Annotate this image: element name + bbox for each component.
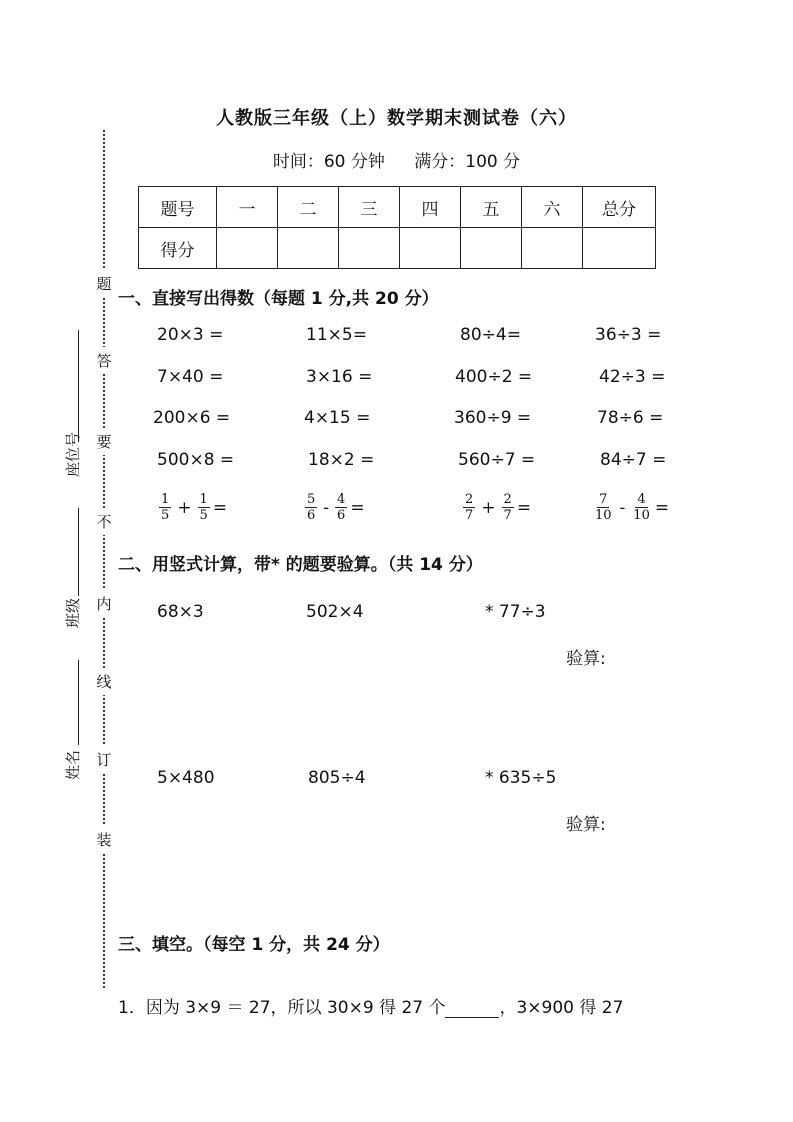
time-limit: 时间：60 分钟 (272, 152, 385, 172)
binding-char: 装 (94, 826, 114, 853)
check-label: 验算: (566, 815, 606, 835)
score-cell[interactable] (400, 228, 461, 269)
binding-char: 内 (94, 590, 114, 617)
calc-item: 4×15 = (304, 408, 371, 428)
vertical-calc-item: 502×4 (306, 602, 364, 622)
calc-item: 560÷7 = (458, 450, 536, 470)
score-table-header: 总分 (583, 187, 656, 228)
seat-number-blank[interactable] (78, 330, 79, 442)
score-table-header-row (139, 187, 656, 228)
score-table-header: 一 (217, 187, 278, 228)
binding-char: 订 (94, 746, 114, 773)
page-title: 人教版三年级（上）数学期末测试卷（六） (216, 108, 577, 129)
score-cell[interactable] (461, 228, 522, 269)
binding-char: 不 (94, 508, 114, 535)
calc-item: 36÷3 = (595, 325, 662, 345)
fraction: 5 6 (307, 492, 316, 523)
fraction: $\frac{4}{6}$ (337, 492, 346, 523)
fraction: $\frac{1}{5}$ (199, 492, 208, 523)
fill-question-1: 1．因为 3×9 ＝ 27，所以 30×9 得 27 个 ，3×900 得 27 (118, 998, 624, 1018)
binding-dotted-line (103, 130, 105, 988)
section2-heading: 二、用竖式计算，带* 的题要验算。（共 14 分） (118, 555, 483, 575)
score-cell[interactable] (217, 228, 278, 269)
fraction-item: 1 5 + $\frac{1}{5}$ = (161, 492, 228, 523)
score-table-header: 三 (339, 187, 400, 228)
fraction: $\frac{4}{10}$ (633, 492, 650, 523)
fraction-item: 5 6 - $\frac{4}{6}$ = (307, 492, 365, 523)
calc-item: 20×3 = (157, 325, 224, 345)
binding-char: 答 (94, 347, 114, 374)
score-table-header: 六 (522, 187, 583, 228)
fraction: 1 5 (161, 492, 170, 523)
check-label: 验算: (566, 649, 606, 669)
score-cell[interactable] (278, 228, 339, 269)
section3-heading: 三、填空。（每空 1 分，共 24 分） (118, 935, 390, 955)
score-table-score-row (139, 228, 656, 269)
calc-item: 80÷4= (460, 325, 521, 345)
score-table-header: 四 (400, 187, 461, 228)
calc-item: 18×2 = (308, 450, 375, 470)
seat-number-label: 座位号 (64, 431, 82, 477)
fraction: 7 10 (595, 492, 612, 523)
vertical-calc-item: * 77÷3 (485, 602, 546, 622)
calc-item: 42÷3 = (599, 367, 666, 387)
vertical-calc-item: * 635÷5 (485, 768, 557, 788)
score-table-header: 二 (278, 187, 339, 228)
score-table (138, 186, 656, 269)
class-blank[interactable] (78, 508, 79, 596)
score-cell[interactable] (583, 228, 656, 269)
fraction-item: 7 10 - $\frac{4}{10}$ = (595, 492, 670, 523)
calc-item: 11×5= (306, 325, 367, 345)
vertical-calc-item: 805÷4 (308, 768, 366, 788)
fraction-item: 2 7 + $\frac{2}{7}$ = (465, 492, 532, 523)
calc-item: 360÷9 = (454, 408, 532, 428)
exam-info (0, 147, 793, 172)
full-score: 满分：100 分 (414, 152, 521, 172)
fraction: $\frac{2}{7}$ (503, 492, 512, 523)
binding-char: 要 (94, 428, 114, 455)
vertical-calc-item: 5×480 (157, 768, 215, 788)
answer-blank[interactable] (445, 999, 499, 1018)
vertical-calc-item: 68×3 (157, 602, 204, 622)
calc-item: 3×16 = (306, 367, 373, 387)
calc-item: 200×6 = (153, 408, 231, 428)
score-table-header: 题号 (139, 187, 217, 228)
name-label: 姓名 (64, 749, 82, 780)
calc-item: 84÷7 = (600, 450, 667, 470)
binding-char: 线 (94, 668, 114, 695)
calc-item: 7×40 = (157, 367, 224, 387)
score-table-header: 五 (461, 187, 522, 228)
score-cell[interactable] (339, 228, 400, 269)
binding-char: 题 (94, 270, 114, 297)
calc-item: 78÷6 = (597, 408, 664, 428)
name-blank[interactable] (78, 660, 79, 745)
score-row-label: 得分 (139, 228, 217, 269)
fraction: 2 7 (465, 492, 474, 523)
class-label: 班级 (64, 597, 82, 628)
calc-item: 500×8 = (157, 450, 235, 470)
section1-heading: 一、直接写出得数（每题 1 分,共 20 分） (118, 289, 439, 309)
score-cell[interactable] (522, 228, 583, 269)
calc-item: 400÷2 = (455, 367, 533, 387)
